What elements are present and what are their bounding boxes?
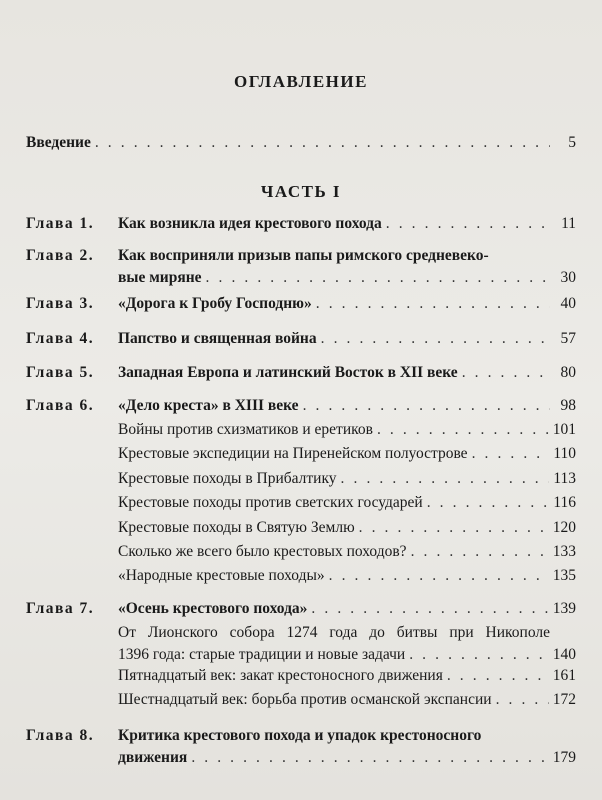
toc-subentry[interactable] bbox=[118, 419, 576, 441]
toc-entry-chapter-3[interactable] bbox=[26, 293, 576, 315]
page-number: 11 bbox=[561, 215, 576, 232]
dot-leader bbox=[409, 644, 549, 666]
dot-leader bbox=[341, 468, 550, 490]
chapter-label: Глава 1. bbox=[26, 215, 95, 232]
page-number: 139 bbox=[552, 600, 576, 617]
dot-leader bbox=[191, 747, 548, 769]
page-number: 179 bbox=[552, 749, 576, 766]
chapter-title: «Дорога к Гробу Господню» bbox=[118, 295, 312, 312]
section-title: Шестнадцатый век: борьба против османской экспансии bbox=[118, 691, 492, 708]
page-number: 110 bbox=[553, 445, 576, 462]
page-number: 57 bbox=[560, 330, 576, 347]
toc-subentry[interactable] bbox=[118, 541, 576, 563]
section-title: Войны против схизматиков и еретиков bbox=[118, 421, 373, 438]
dot-leader bbox=[321, 328, 550, 350]
page-number: 140 bbox=[552, 646, 576, 663]
page-number: 30 bbox=[560, 269, 576, 286]
toc-entry-chapter-8[interactable] bbox=[26, 725, 576, 769]
dot-leader bbox=[311, 598, 548, 620]
page-number: 135 bbox=[552, 567, 576, 584]
toc-subentry[interactable] bbox=[118, 665, 576, 687]
chapter-label: Глава 2. bbox=[26, 247, 95, 264]
chapter-label: Глава 8. bbox=[26, 727, 95, 744]
dot-leader bbox=[303, 395, 550, 417]
page-number: 120 bbox=[552, 519, 576, 536]
chapter-label: Глава 5. bbox=[26, 364, 95, 381]
toc-entry-chapter-5[interactable] bbox=[26, 362, 576, 384]
chapter-title: «Осень крестового похода» bbox=[118, 600, 308, 617]
chapter-title: Западная Европа и латинский Восток в XII веке bbox=[118, 364, 458, 381]
chapter-title: «Дело креста» в XIII веке bbox=[118, 397, 299, 414]
page-number: 133 bbox=[552, 543, 576, 560]
toc-entry-chapter-1[interactable] bbox=[26, 213, 576, 235]
dot-leader bbox=[377, 419, 549, 441]
section-title: Крестовые экспедиции на Пиренейском полуострове bbox=[118, 445, 468, 462]
page-number: 161 bbox=[552, 667, 576, 684]
section-title: Крестовые походы против светских государей bbox=[118, 494, 423, 511]
page-number: 116 bbox=[553, 494, 576, 511]
toc-entry-chapter-6[interactable] bbox=[26, 395, 576, 417]
toc-subentry[interactable] bbox=[118, 565, 576, 587]
toc-entry-chapter-4[interactable] bbox=[26, 328, 576, 350]
chapter-title-line-2: вые миряне bbox=[118, 269, 202, 286]
dot-leader bbox=[329, 565, 549, 587]
dot-leader bbox=[316, 293, 550, 315]
page-number: 40 bbox=[560, 295, 576, 312]
chapter-label: Глава 6. bbox=[26, 397, 95, 414]
toc-entry-chapter-2[interactable] bbox=[26, 245, 576, 289]
toc-subentry[interactable] bbox=[118, 622, 576, 666]
page-title: ОГЛАВЛЕНИЕ bbox=[234, 72, 368, 91]
dot-leader bbox=[462, 362, 550, 384]
section-title: «Народные крестовые походы» bbox=[118, 567, 325, 584]
dot-leader bbox=[447, 665, 549, 687]
section-title: Крестовые походы в Святую Землю bbox=[118, 519, 355, 536]
page-number: 113 bbox=[553, 470, 576, 487]
chapter-title-line-1: Как восприняли призыв папы римского средневеко- bbox=[118, 247, 489, 264]
dot-leader bbox=[206, 267, 550, 289]
toc-entry-chapter-7[interactable] bbox=[26, 598, 576, 620]
toc-subentry[interactable] bbox=[118, 468, 576, 490]
intro-label: Введение bbox=[26, 134, 91, 151]
section-title-line-1: От Лионского собора 1274 года до битвы при Никополе bbox=[118, 624, 550, 641]
chapter-label: Глава 4. bbox=[26, 330, 95, 347]
dot-leader bbox=[386, 213, 550, 235]
chapter-title-line-2: движения bbox=[118, 749, 188, 766]
chapter-title-line-1: Критика крестового похода и упадок крестоносного bbox=[118, 727, 482, 744]
section-title: Сколько же всего было крестовых походов? bbox=[118, 543, 407, 560]
toc-subentry[interactable] bbox=[118, 443, 576, 465]
chapter-title: Как возникла идея крестового похода bbox=[118, 215, 382, 232]
dot-leader bbox=[359, 517, 549, 539]
section-title: Пятнадцатый век: закат крестоносного движения bbox=[118, 667, 443, 684]
dot-leader bbox=[496, 689, 549, 711]
page-number: 98 bbox=[560, 397, 576, 414]
dot-leader bbox=[472, 443, 550, 465]
chapter-label: Глава 7. bbox=[26, 600, 95, 617]
section-title-line-2: 1396 года: старые традиции и новые задачи bbox=[118, 646, 406, 663]
page-number: 5 bbox=[568, 134, 576, 151]
toc-subentry[interactable] bbox=[118, 689, 576, 711]
toc-subentry[interactable] bbox=[118, 492, 576, 514]
part-heading: ЧАСТЬ I bbox=[260, 182, 342, 201]
page-number: 101 bbox=[552, 421, 576, 438]
dot-leader bbox=[95, 132, 550, 154]
toc-subentry[interactable] bbox=[118, 517, 576, 539]
dot-leader bbox=[411, 541, 549, 563]
chapter-title: Папство и священная война bbox=[118, 330, 317, 347]
section-title: Крестовые походы в Прибалтику bbox=[118, 470, 337, 487]
page-number: 80 bbox=[560, 364, 576, 381]
toc-entry-intro[interactable] bbox=[26, 132, 576, 154]
chapter-label: Глава 3. bbox=[26, 295, 95, 312]
dot-leader bbox=[427, 492, 550, 514]
page-number: 172 bbox=[552, 691, 576, 708]
